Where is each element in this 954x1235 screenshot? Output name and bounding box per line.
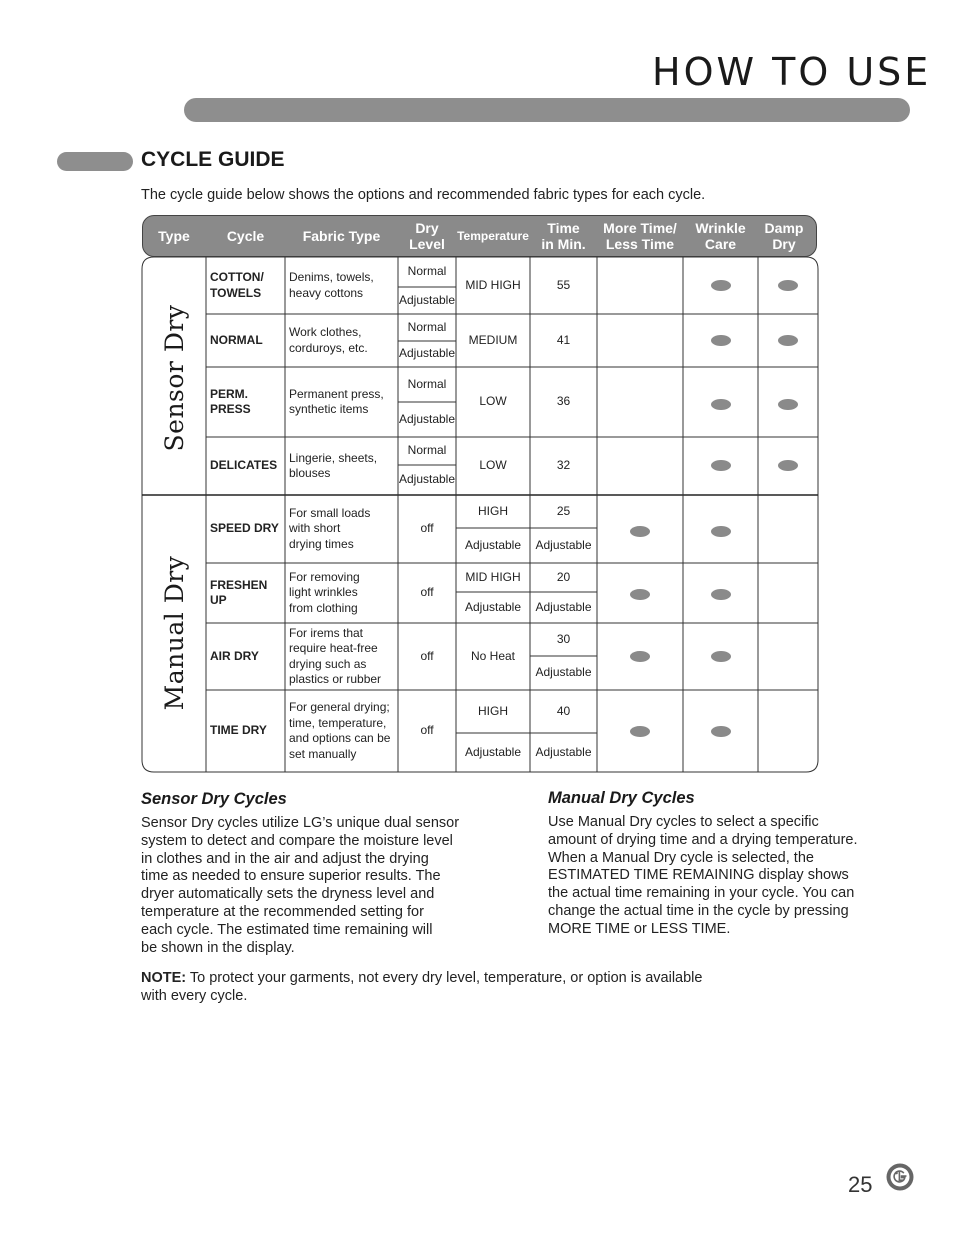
option-dot [778, 460, 798, 471]
option-dot [778, 335, 798, 346]
temperature-cell: Adjustable [464, 537, 522, 552]
option-dot [711, 335, 731, 346]
temperature-cell: MEDIUM [468, 332, 518, 347]
fabric-cell: For irems that require heat-free drying such as plastics or rubber [289, 625, 382, 686]
temperature-cell: LOW [479, 458, 507, 473]
temperature-cell: HIGH [478, 703, 508, 718]
lg-logo-icon [886, 1163, 914, 1191]
time-cell: 32 [556, 458, 571, 473]
option-dot [711, 460, 731, 471]
group-label-sensor-dry: Sensor Dry [160, 304, 189, 452]
title-bar [184, 98, 910, 122]
intro-text: The cycle guide below shows the options and recommended fabric types for each cycle. [141, 187, 706, 203]
dry-level-cell: Adjustable [398, 472, 456, 487]
manual-dry-heading: Manual Dry Cycles [548, 789, 695, 807]
dry-level-cell: Adjustable [398, 411, 456, 426]
note: NOTE: To protect your garments, not every dry level, temperature, or option is available with every cycle. [141, 970, 703, 1004]
option-dot [711, 280, 731, 291]
fabric-cell: For removing light wrinkles from clothing [289, 569, 360, 615]
header-cycle: Cycle [226, 228, 265, 244]
dry-level-cell: Normal [407, 376, 447, 391]
cycle-delicates: DELICATES [210, 458, 278, 473]
header-more-less-time: More Time/ Less Time [603, 220, 677, 252]
note-label: NOTE: [141, 970, 187, 986]
time-cell: 55 [556, 277, 571, 292]
time-cell: Adjustable [535, 599, 592, 614]
temperature-cell: LOW [479, 394, 507, 409]
page-title: HOW TO USE [652, 50, 932, 94]
dry-level-cell: Normal [407, 443, 447, 458]
temperature-cell: Adjustable [464, 744, 522, 759]
option-dot [711, 399, 731, 410]
dry-level-cell: off [420, 648, 434, 663]
cycle-time-dry: TIME DRY [210, 723, 267, 738]
option-dot [630, 651, 650, 662]
temperature-cell: MID HIGH [465, 569, 521, 584]
group-label-manual-dry: Manual Dry [160, 555, 189, 711]
time-cell: 40 [556, 703, 571, 718]
time-cell: 36 [556, 394, 571, 409]
manual-dry-text: Use Manual Dry cycles to select a specific amount of drying time and a drying temperature. When a Manual Dry cycle is selected, the ESTIMATED TIME REMAINING display shows the actual time remaining in your cycle. You can change the actual time in the cycle by pressing MORE TIME or LESS TIME. [548, 814, 858, 937]
sensor-dry-heading: Sensor Dry Cycles [141, 790, 287, 808]
page-number: 25 [848, 1172, 873, 1197]
section-title: CYCLE GUIDE [141, 148, 285, 171]
temperature-cell: MID HIGH [465, 277, 521, 292]
header-damp-dry: Damp Dry [764, 220, 804, 252]
dry-level-cell: off [420, 723, 434, 738]
header-time: Time in Min. [541, 220, 586, 252]
cycle-normal: NORMAL [210, 332, 263, 347]
fabric-cell: Lingerie, sheets, blouses [289, 450, 378, 480]
option-dot [711, 589, 731, 600]
fabric-cell: Work clothes, corduroys, etc. [289, 325, 368, 355]
option-dot [778, 280, 798, 291]
dry-level-cell: Adjustable [398, 292, 456, 307]
option-dot [630, 526, 650, 537]
time-cell: 25 [556, 503, 571, 518]
fabric-cell: Denims, towels, heavy cottons [289, 270, 374, 300]
header-fabric: Fabric Type [302, 228, 381, 244]
option-dot [630, 726, 650, 737]
time-cell: 20 [556, 569, 571, 584]
temperature-cell: HIGH [478, 503, 508, 518]
sensor-dry-text: Sensor Dry cycles utilize LG’s unique dual sensor system to detect and compare the moisture level in clothes and in the air and adjust the drying time as needed to ensure superior results. The dryer automatically sets the dryness level and temperature at the recommended setting for each cycle. The estimated time remaining will be shown in the display. [141, 815, 460, 956]
fabric-cell: For general drying; time, temperature, and options can be set manually [289, 700, 391, 761]
fabric-cell: For small loads with short drying times [289, 505, 371, 551]
cycle-cotton-towels: COTTON/ TOWELS [210, 270, 264, 300]
header-dry-level: Dry Level [409, 220, 445, 252]
temperature-cell: No Heat [470, 648, 516, 663]
cycle-freshen-up: FRESHEN UP [210, 577, 268, 607]
header-wrinkle-care: Wrinkle Care [695, 220, 746, 252]
section-pill [57, 152, 133, 171]
time-cell: Adjustable [535, 744, 592, 759]
fabric-cell: Permanent press, synthetic items [289, 386, 384, 416]
dry-level-cell: Normal [407, 264, 447, 279]
option-dot [711, 526, 731, 537]
cycle-speed-dry: SPEED DRY [210, 521, 279, 536]
option-dot [778, 399, 798, 410]
dry-level-cell: off [420, 521, 434, 536]
cycle-perm-press: PERM. PRESS [210, 386, 251, 416]
header-temperature: Temperature [457, 229, 529, 243]
header-type: Type [158, 228, 190, 244]
dry-level-cell: Normal [407, 319, 447, 334]
time-cell: Adjustable [535, 665, 592, 680]
temperature-cell: Adjustable [464, 599, 522, 614]
time-cell: 30 [556, 631, 571, 646]
dry-level-cell: off [420, 585, 434, 600]
dry-level-cell: Adjustable [398, 346, 456, 361]
time-cell: Adjustable [535, 537, 592, 552]
option-dot [711, 651, 731, 662]
option-dot [711, 726, 731, 737]
option-dot [630, 589, 650, 600]
cycle-air-dry: AIR DRY [210, 648, 259, 663]
time-cell: 41 [556, 332, 571, 347]
